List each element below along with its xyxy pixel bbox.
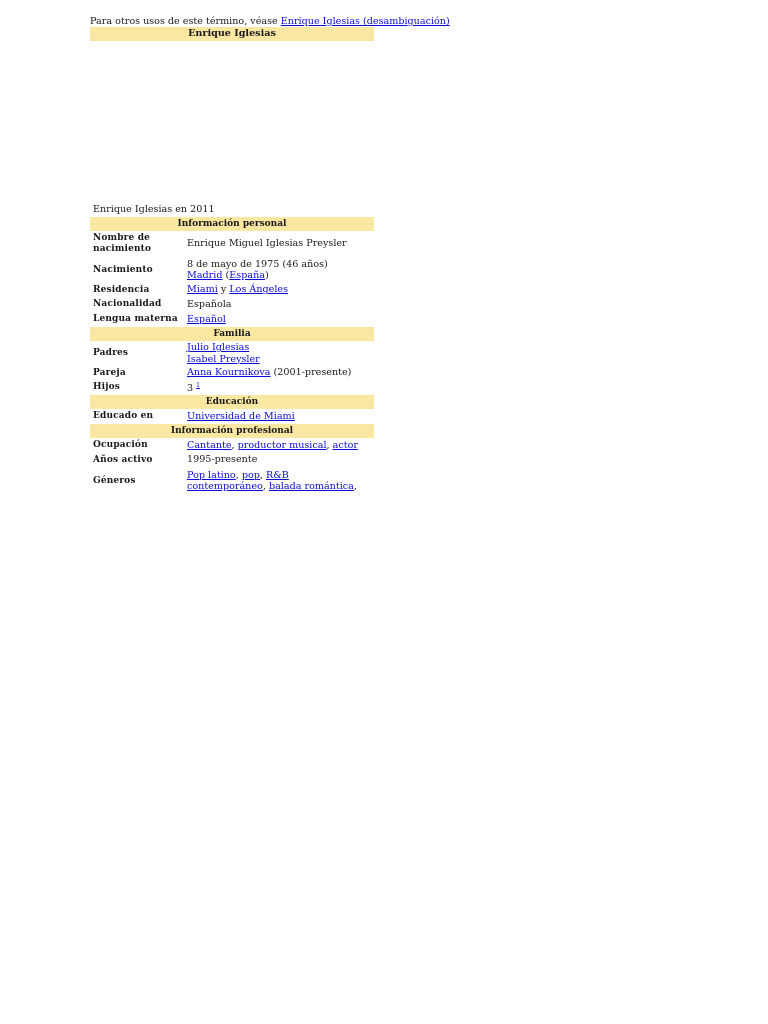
value-link[interactable]: balada romántica <box>268 481 354 492</box>
field-value <box>187 259 374 281</box>
disambiguation-link[interactable]: Enrique Iglesias (desambiguación) <box>280 16 450 27</box>
section-header-informacion-personal: Información personal <box>90 217 374 231</box>
infobox <box>90 27 374 495</box>
value-text: , <box>235 469 242 481</box>
value-text: 8 de mayo de 1975 (46 años) <box>187 258 328 270</box>
row-anos-activo <box>90 453 374 467</box>
disambiguation-text: Para otros usos de este término, véase <box>90 16 281 27</box>
field-label: Padres <box>93 348 129 359</box>
value-text: (2001-presente) <box>270 367 352 379</box>
field-value <box>187 367 374 378</box>
field-value <box>187 380 374 394</box>
value-link[interactable]: pop <box>241 469 260 481</box>
field-label: Nacimiento <box>93 264 153 275</box>
section-header-informacion-profesional: Información profesional <box>90 424 374 438</box>
value-link[interactable]: contemporáneo <box>187 481 263 492</box>
row-nacimiento <box>90 257 374 283</box>
field-label: Años activo <box>93 454 153 465</box>
row-nombre-de-nacimiento <box>90 231 374 257</box>
value-line <box>187 314 374 325</box>
field-value <box>187 314 374 325</box>
value-line <box>187 470 374 481</box>
value-line <box>187 259 374 270</box>
row-hijos <box>90 380 374 395</box>
value-line <box>187 299 374 310</box>
field-value <box>187 342 374 364</box>
value-link[interactable]: Anna Kournikova <box>187 367 271 379</box>
value-text: , <box>259 469 266 481</box>
field-label: Pareja <box>93 367 126 378</box>
value-text: 1995-presente <box>187 454 258 466</box>
value-link[interactable]: Los Ángeles <box>229 284 289 296</box>
value-link[interactable]: Madrid <box>187 270 223 281</box>
field-value <box>187 411 374 422</box>
section-header-educacion: Educación <box>90 395 374 409</box>
value-text: , <box>262 481 269 492</box>
footnote-ref[interactable]: 1 <box>196 382 200 390</box>
value-link[interactable]: R&B <box>265 469 289 481</box>
infobox-sections <box>90 217 374 495</box>
row-nacionalidad <box>90 297 374 312</box>
value-line <box>187 238 374 249</box>
value-link[interactable]: Español <box>187 313 226 325</box>
value-line <box>187 284 374 295</box>
value-link[interactable]: Universidad de Miami <box>187 410 295 422</box>
value-text: 3 <box>187 383 197 395</box>
field-label: Hijos <box>93 382 120 393</box>
value-text: , <box>231 439 238 451</box>
value-line <box>187 367 374 378</box>
value-text: , <box>353 481 357 492</box>
section-header-familia: Familia <box>90 327 374 341</box>
image-caption: Enrique Iglesias en 2011 <box>93 204 215 215</box>
field-value <box>187 454 374 465</box>
value-link[interactable]: Cantante <box>187 439 232 451</box>
field-value <box>187 284 374 295</box>
field-value <box>187 299 374 310</box>
field-label: Ocupación <box>93 440 148 451</box>
field-value <box>187 470 374 492</box>
field-label: Nombre de nacimiento <box>93 233 152 254</box>
field-label: Residencia <box>93 284 150 295</box>
value-line <box>187 411 374 422</box>
row-ocupacion <box>90 438 374 453</box>
value-link[interactable]: Julio Iglesias <box>187 342 250 354</box>
value-link[interactable]: actor <box>332 439 358 451</box>
field-label: Educado en <box>93 411 154 422</box>
row-generos <box>90 467 374 495</box>
field-value <box>187 238 374 249</box>
value-line <box>187 380 374 394</box>
infobox-image <box>90 41 374 203</box>
field-label: Nacionalidad <box>93 299 162 310</box>
value-link[interactable]: España <box>229 270 265 281</box>
value-line <box>187 481 374 492</box>
row-pareja <box>90 366 374 380</box>
value-text: , <box>326 439 333 451</box>
value-text: Española <box>187 298 232 310</box>
value-line <box>187 270 374 281</box>
value-text: ( <box>222 270 230 281</box>
value-text: y <box>217 284 230 296</box>
value-link[interactable]: productor musical <box>237 439 327 451</box>
field-label: Géneros <box>93 475 136 486</box>
row-padres <box>90 341 374 366</box>
value-text: Enrique Miguel Iglesias Preysler <box>187 238 347 250</box>
infobox-title: Enrique Iglesias <box>90 27 374 41</box>
row-lengua-materna <box>90 312 374 327</box>
value-line <box>187 440 374 451</box>
value-line <box>187 342 374 353</box>
value-line <box>187 454 374 465</box>
field-label: Lengua materna <box>93 314 178 325</box>
row-educado-en <box>90 409 374 424</box>
value-link[interactable]: Isabel Preysler <box>187 353 260 365</box>
value-link[interactable]: Pop latino <box>187 469 236 481</box>
field-value <box>187 440 374 451</box>
value-text: ) <box>264 270 269 281</box>
value-line <box>187 354 374 365</box>
value-link[interactable]: Miami <box>187 284 218 296</box>
row-residencia <box>90 283 374 297</box>
